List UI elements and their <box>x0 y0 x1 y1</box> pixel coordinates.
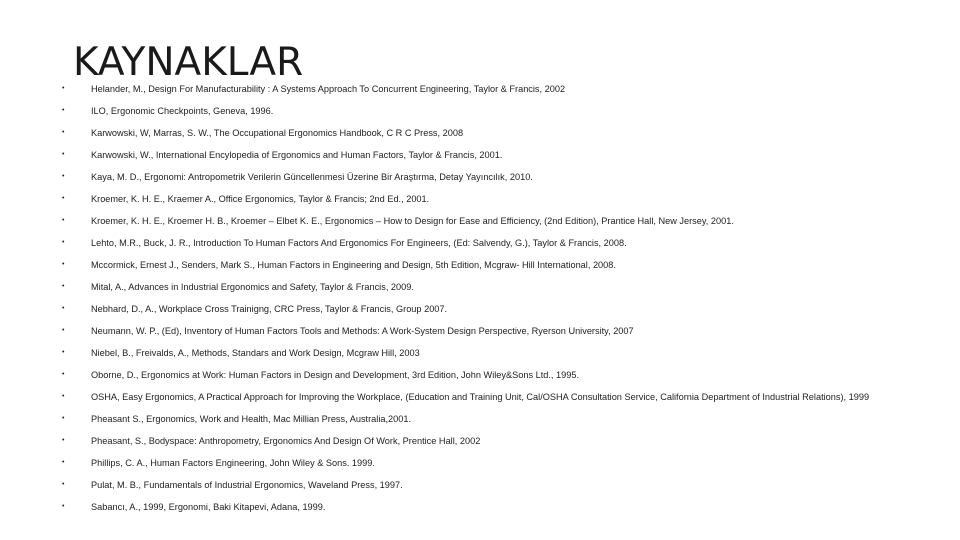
list-item <box>62 325 882 337</box>
reference-text: Lehto, M.R., Buck, J. R., Introduction To Human Factors And Ergonomics For Engineers, (Ed: Salvendy, G.), Taylor & Francis, 2008. <box>91 238 627 248</box>
reference-text: Pulat, M. B., Fundamentals of Industrial Ergonomics, Waveland Press, 1997. <box>91 480 403 490</box>
list-item <box>62 171 882 183</box>
reference-text: Karwowski, W, Marras, S. W., The Occupational Ergonomics Handbook, C R C Press, 2008 <box>91 128 464 138</box>
bullet-icon: • <box>62 371 65 378</box>
bullet-icon: • <box>62 305 65 312</box>
list-item <box>62 303 882 315</box>
bullet-icon: • <box>62 173 65 180</box>
reference-text: Helander, M., Design For Manufacturability : A Systems Approach To Concurrent Engineering, Taylor & Francis, 2002 <box>91 84 566 94</box>
reference-text: Mital, A., Advances in Industrial Ergonomics and Safety, Taylor & Francis, 2009. <box>91 282 414 292</box>
reference-list <box>62 83 882 513</box>
bullet-icon: • <box>62 107 65 114</box>
bullet-icon: • <box>62 437 65 444</box>
reference-text: Karwowski, W., International Encylopedia of Ergonomics and Human Factors, Taylor & Francis, 2001. <box>91 150 503 160</box>
reference-text: OSHA, Easy Ergonomics, A Practical Approach for Improving the Workplace, (Education and Training Unit, Cal/OSHA Consultation Service, California Department of Industrial Relations), 1999 <box>91 392 870 402</box>
list-item <box>62 127 882 139</box>
list-item <box>62 457 882 469</box>
bullet-icon: • <box>62 239 65 246</box>
bullet-icon: • <box>62 217 65 224</box>
list-item <box>62 149 882 161</box>
list-item <box>62 501 882 513</box>
reference-text: Kaya, M. D., Ergonomi: Antropometrik Verilerin Güncellenmesi Üzerine Bir Araştırma, Detay Yayıncılık, 2010. <box>91 172 533 182</box>
list-item <box>62 237 882 249</box>
reference-text: Kroemer, K. H. E., Kraemer A., Office Ergonomics, Taylor & Francis; 2nd Ed., 2001. <box>91 194 430 204</box>
bullet-icon: • <box>62 503 65 510</box>
reference-text: Mccormick, Ernest J., Senders, Mark S., Human Factors in Engineering and Design, 5th Edition, Mcgraw- Hill International, 2008. <box>91 260 616 270</box>
bullet-icon: • <box>62 327 65 334</box>
bullet-icon: • <box>62 481 65 488</box>
bullet-icon: • <box>62 393 65 400</box>
reference-text: Kroemer, K. H. E., Kroemer H. B., Kroemer – Elbet K. E., Ergonomics – How to Design for Ease and Efficiency, (2nd Edition), Prantice Hall, New Jersey, 2001. <box>91 216 734 226</box>
reference-text: ILO, Ergonomic Checkpoints, Geneva, 1996. <box>91 106 274 116</box>
bullet-icon: • <box>62 85 65 92</box>
page-title: KAYNAKLAR <box>73 40 304 85</box>
list-item <box>62 259 882 271</box>
list-item <box>62 347 882 359</box>
list-item <box>62 193 882 205</box>
list-item <box>62 215 882 227</box>
list-item <box>62 391 882 403</box>
list-item <box>62 479 882 491</box>
list-item <box>62 83 882 95</box>
bullet-icon: • <box>62 151 65 158</box>
reference-text: Niebel, B., Freivalds, A., Methods, Standars and Work Design, Mcgraw Hill, 2003 <box>91 348 420 358</box>
reference-text: Neumann, W. P., (Ed), Inventory of Human Factors Tools and Methods: A Work-System Design Perspective, Ryerson University, 2007 <box>91 326 634 336</box>
list-item <box>62 105 882 117</box>
reference-text: Oborne, D., Ergonomics at Work: Human Factors in Design and Development, 3rd Edition, John Wiley&Sons Ltd., 1995. <box>91 370 580 380</box>
reference-text: Sabancı, A., 1999, Ergonomi, Baki Kitapevi, Adana, 1999. <box>91 502 326 512</box>
bullet-icon: • <box>62 459 65 466</box>
bullet-icon: • <box>62 415 65 422</box>
bullet-icon: • <box>62 129 65 136</box>
reference-text: Nebhard, D., A., Workplace Cross Trainigng, CRC Press, Taylor & Francis, Group 2007. <box>91 304 448 314</box>
bullet-icon: • <box>62 195 65 202</box>
list-item <box>62 435 882 447</box>
bullet-icon: • <box>62 349 65 356</box>
list-item <box>62 281 882 293</box>
list-item <box>62 369 882 381</box>
reference-text: Pheasant, S., Bodyspace: Anthropometry, Ergonomics And Design Of Work, Prentice Hall, 2002 <box>91 436 481 446</box>
reference-text: Phillips, C. A., Human Factors Engineering, John Wiley & Sons. 1999. <box>91 458 375 468</box>
reference-text: Pheasant S., Ergonomics, Work and Health, Mac Millian Press, Australia,2001. <box>91 414 412 424</box>
list-item <box>62 413 882 425</box>
bullet-icon: • <box>62 261 65 268</box>
bullet-icon: • <box>62 283 65 290</box>
